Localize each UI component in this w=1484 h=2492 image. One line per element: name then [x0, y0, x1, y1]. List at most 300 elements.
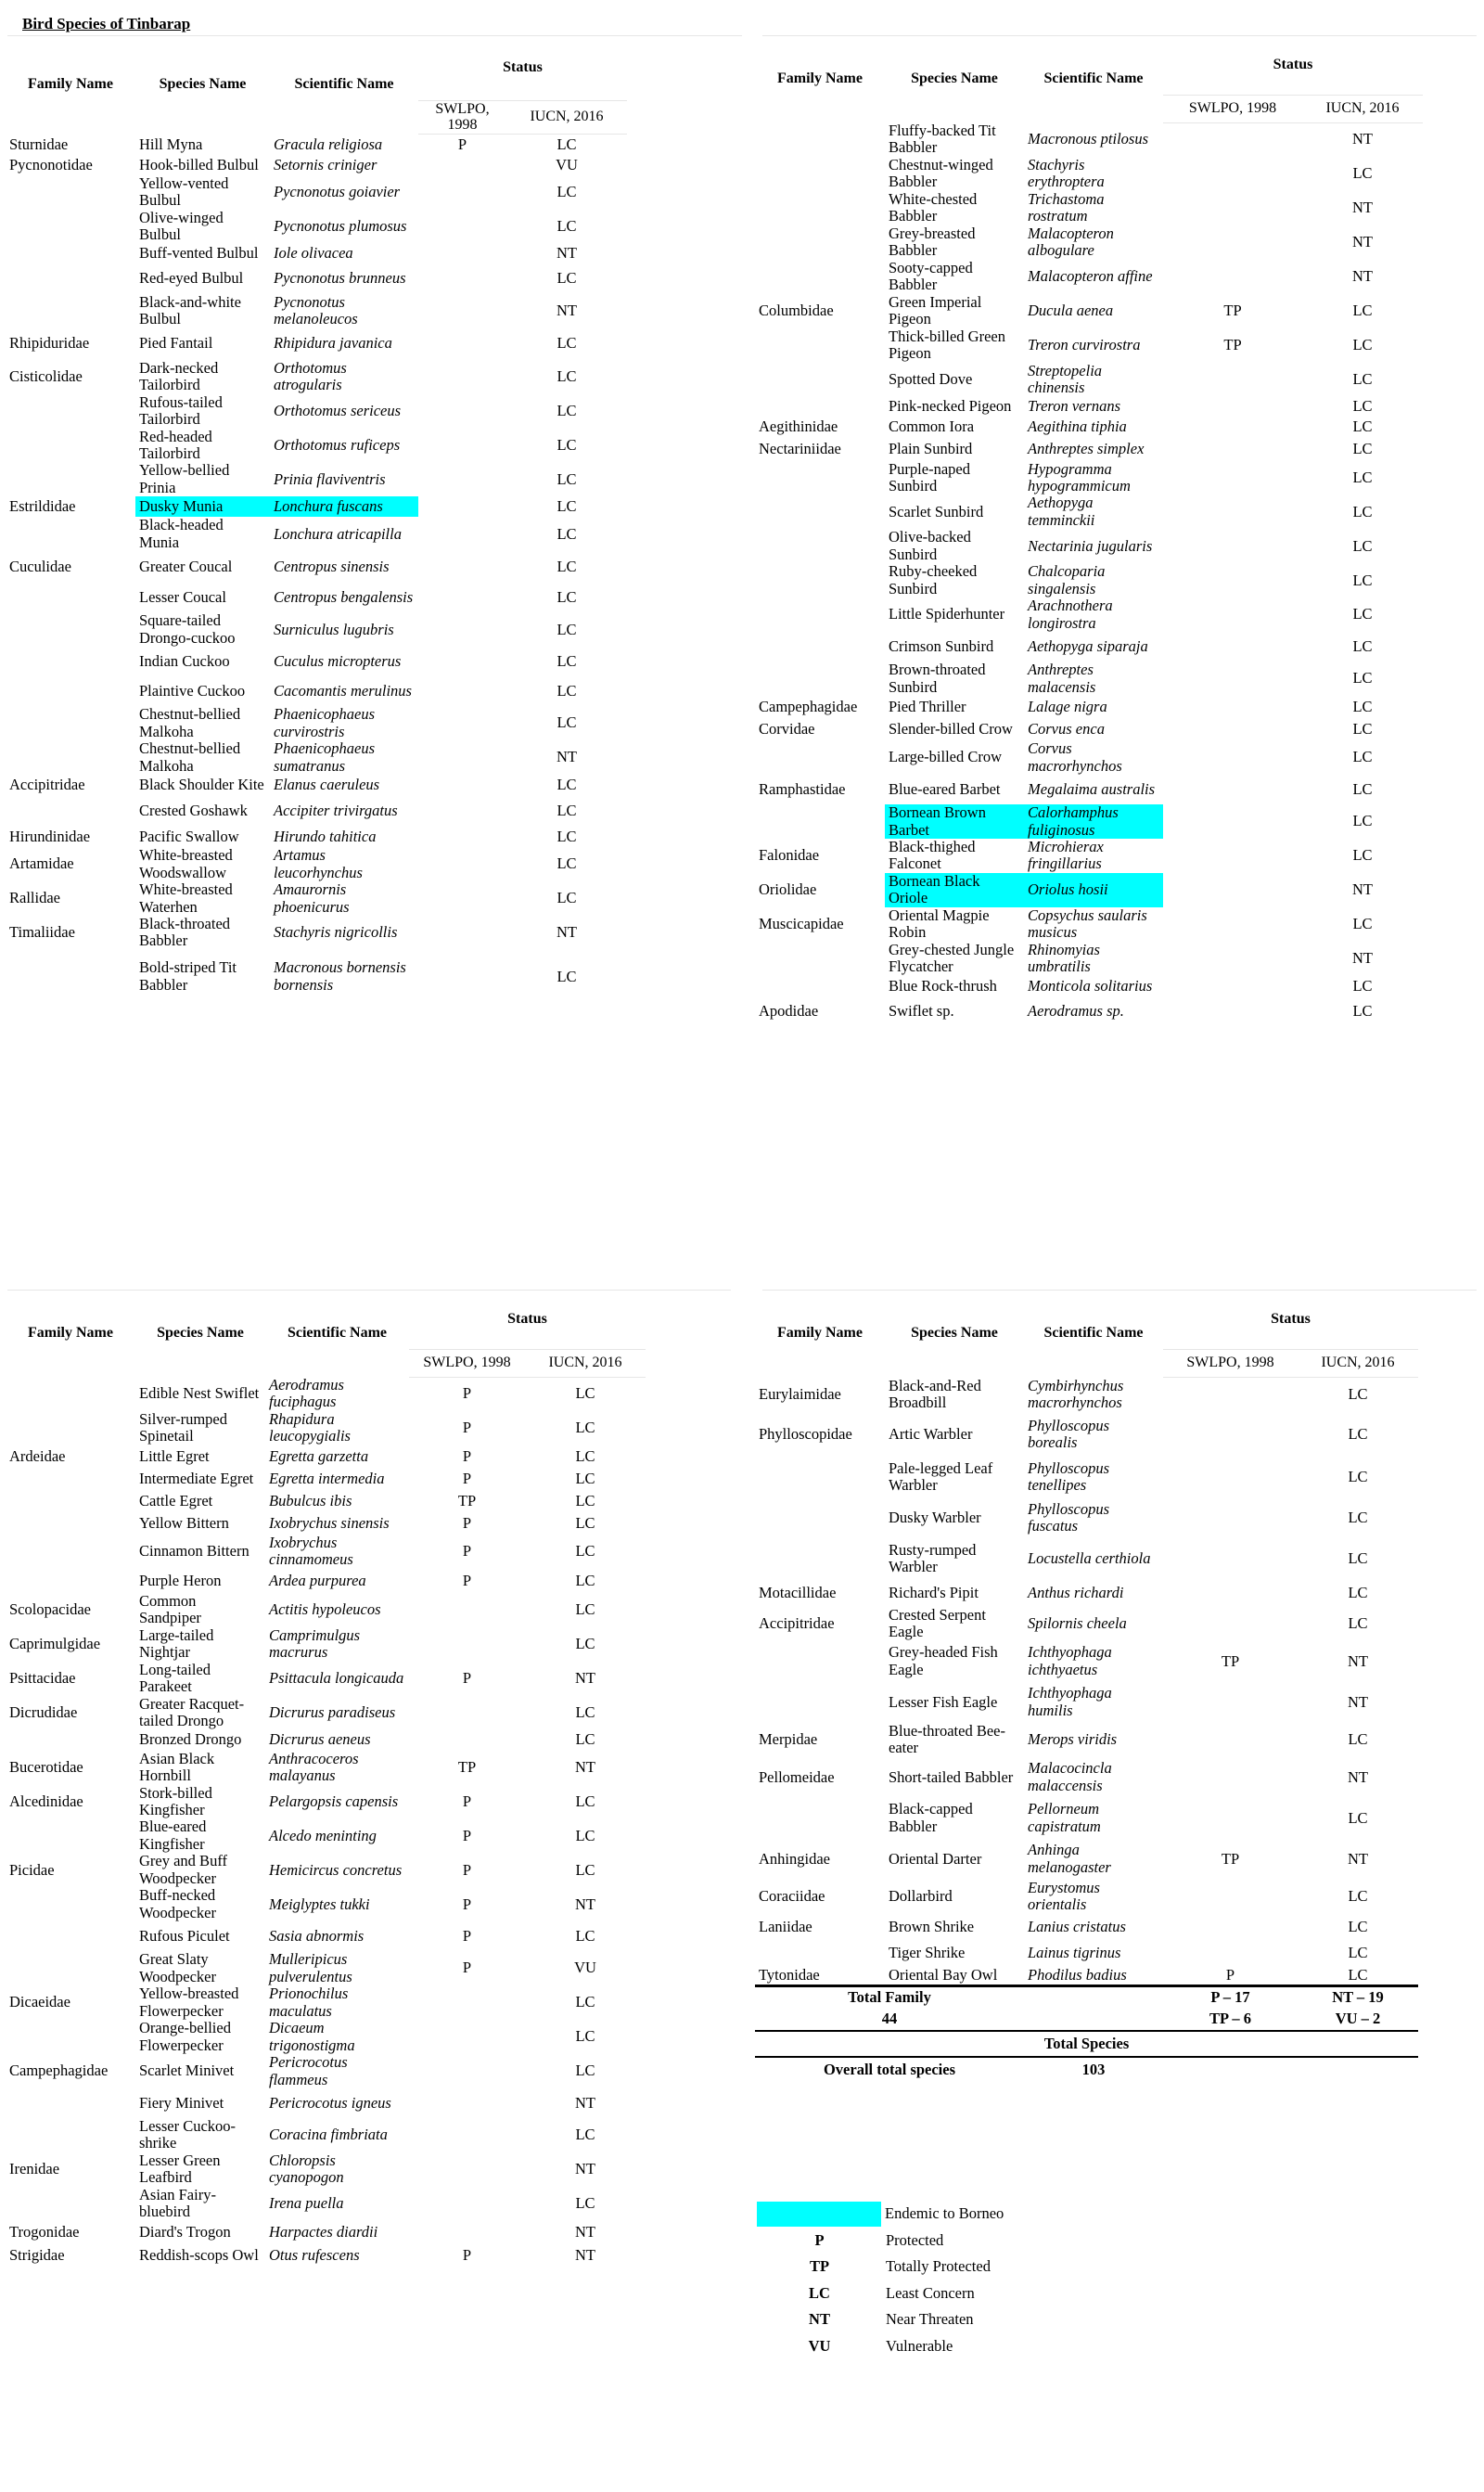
species-name-cell: Brown-throated Sunbird — [889, 661, 986, 696]
species-name-cell: Dollarbird — [889, 1887, 953, 1906]
species-name-cell: Chestnut-bellied Malkoha — [139, 739, 241, 775]
iucn-status-cell: LC — [556, 216, 577, 235]
species-name-cell: Asian Black Hornbill — [139, 1749, 215, 1785]
iucn-status-cell: LC — [575, 1446, 595, 1465]
family-name-cell: Falonidae — [759, 846, 820, 865]
iucn-status-cell: LC — [575, 2194, 595, 2213]
species-row — [6, 1377, 646, 1411]
swlpo-status-cell — [409, 2088, 525, 2118]
species-name-cell: Olive-winged Bulbul — [139, 208, 224, 244]
scientific-name-cell: Pericrocotus igneus — [269, 2093, 391, 2112]
legend-label: Totally Protected — [886, 2257, 991, 2276]
species-name-cell: Buff-necked Woodpecker — [139, 1886, 216, 1921]
species-name-cell: Purple Heron — [139, 1571, 222, 1589]
scientific-name-cell: Ichthyophaga humilis — [1028, 1684, 1112, 1719]
family-name-cell — [6, 1730, 135, 1751]
scientific-name-cell: Pelargopsis capensis — [269, 1792, 399, 1810]
family-name-cell — [755, 662, 885, 696]
scientific-name-cell: Sasia abnormis — [269, 1927, 365, 1946]
species-row — [6, 583, 627, 612]
family-name-cell: Columbidae — [759, 301, 834, 319]
family-name-cell — [6, 1921, 135, 1951]
species-row — [755, 839, 1423, 873]
scientific-name-cell: Dicaeum trigonostigma — [269, 2019, 355, 2054]
scientific-name-cell: Oriolus hosii — [1024, 873, 1163, 907]
species-row — [755, 122, 1423, 157]
species-name-header: Species Name — [159, 76, 247, 93]
iucn-header: IUCN, 2016 — [525, 1349, 646, 1377]
species-name-cell: Fluffy-backed Tit Babbler — [889, 122, 996, 157]
swlpo-status-cell: P — [462, 1895, 472, 1913]
species-name-cell: Black-headed Munia — [139, 516, 224, 551]
family-name-cell — [6, 1490, 135, 1512]
species-name-cell: Lesser Green Leafbird — [139, 2151, 221, 2187]
species-name-cell: Grey and Buff Woodpecker — [139, 1852, 228, 1887]
iucn-status-cell: LC — [1352, 1001, 1373, 1020]
total-species-label: Total Species — [755, 2031, 1418, 2057]
species-row — [6, 1853, 646, 1887]
species-row — [755, 1457, 1418, 1497]
family-name-cell — [755, 1940, 885, 1966]
scientific-name-cell: Amaurornis phoenicurus — [274, 880, 350, 916]
species-row — [6, 210, 627, 244]
scientific-name-cell: Anthracoceros malayanus — [269, 1749, 359, 1785]
iucn-status-cell: LC — [1348, 1467, 1368, 1485]
species-row — [6, 360, 627, 394]
scientific-name-cell: Ichthyophaga ichthyaetus — [1028, 1643, 1112, 1678]
family-name-cell — [755, 1538, 885, 1579]
swlpo-status-cell — [1163, 417, 1302, 439]
scientific-name-cell: Monticola solitarius — [1028, 976, 1153, 995]
scientific-name-cell: Anthreptes malacensis — [1028, 661, 1096, 696]
iucn-status-cell: LC — [1348, 1917, 1368, 1935]
scientific-name-cell: Centropus sinensis — [274, 558, 390, 576]
scientific-name-header: Scientific Name — [294, 76, 394, 93]
swlpo-header: SWLPO, 1998 — [1163, 1349, 1298, 1377]
species-name-cell: Black-throated Babbler — [139, 915, 231, 950]
species-name-cell: Grey-headed Fish Eagle — [889, 1643, 998, 1678]
family-name-cell — [6, 210, 135, 244]
species-name-cell: Yellow Bittern — [139, 1513, 229, 1532]
scientific-name-cell: Prionochilus maculatus — [269, 1985, 349, 2020]
species-row — [6, 1662, 646, 1696]
scientific-name-cell: Ixobrychus sinensis — [269, 1513, 390, 1532]
swlpo-status-cell — [418, 394, 506, 429]
species-name-cell: Swiflet sp. — [889, 1001, 954, 1020]
scientific-name-cell: Lalage nigra — [1028, 697, 1107, 715]
species-name-cell: Purple-naped Sunbird — [889, 459, 970, 495]
scientific-name-cell: Phylloscopus tenellipes — [1028, 1458, 1109, 1494]
swlpo-status-cell — [1163, 260, 1302, 294]
swlpo-status-cell — [418, 612, 506, 647]
family-name-cell: Sturnidae — [9, 135, 69, 153]
species-row — [755, 439, 1423, 461]
swlpo-status-cell — [418, 294, 506, 328]
swlpo-status-cell: P — [462, 1542, 472, 1561]
iucn-status-cell: LC — [1352, 669, 1373, 687]
species-name-cell: Little Spiderhunter — [889, 605, 1005, 623]
family-name-cell: Irenidae — [9, 2160, 60, 2178]
family-name-cell — [6, 394, 135, 429]
iucn-status-cell: LC — [556, 135, 577, 153]
species-name-cell: Edible Nest Swiflet — [139, 1384, 260, 1403]
species-name-cell: Large-tailed Nightjar — [139, 1625, 214, 1662]
panel-top-rule — [762, 35, 1477, 36]
legend-label: Least Concern — [886, 2283, 975, 2302]
overall-total-value: 103 — [1081, 2061, 1106, 2079]
species-row — [6, 647, 627, 676]
scientific-name-cell: Pycnonotus melanoleucos — [274, 292, 358, 328]
swlpo-status-cell — [418, 210, 506, 244]
iucn-status-cell: NT — [1352, 130, 1373, 148]
iucn-status-cell: LC — [556, 652, 577, 671]
scientific-name-cell: Lainus tigrinus — [1028, 1943, 1121, 1961]
swlpo-status-cell — [418, 429, 506, 463]
swlpo-status-cell: P — [462, 1927, 472, 1946]
species-row — [755, 1377, 1418, 1412]
swlpo-status-cell — [1163, 976, 1302, 996]
iucn-status-cell: NT — [575, 2245, 595, 2264]
scientific-name-cell: Treron vernans — [1028, 396, 1121, 415]
family-name-cell — [6, 264, 135, 294]
species-row — [6, 847, 627, 881]
family-name-cell — [755, 397, 885, 417]
species-name-cell: Cattle Egret — [139, 1491, 213, 1509]
species-name-cell: Red-headed Tailorbird — [139, 427, 212, 462]
species-row — [6, 1411, 646, 1445]
scientific-name-cell: Phylloscopus fuscatus — [1028, 1499, 1109, 1535]
family-name-cell — [755, 1497, 885, 1538]
scientific-name-cell: Phaenicophaeus curvirostris — [274, 705, 376, 740]
swlpo-status-cell — [1163, 461, 1302, 495]
iucn-status-cell: LC — [556, 588, 577, 607]
species-row — [6, 916, 627, 950]
scientific-name-cell: Egretta garzetta — [269, 1446, 369, 1465]
scientific-name-cell: Treron curvirostra — [1028, 335, 1141, 353]
swlpo-status-cell: TP — [457, 1491, 477, 1509]
species-row — [6, 706, 627, 740]
scientific-name-cell: Mulleripicus pulverulentus — [269, 1950, 352, 1985]
family-name-cell: Artamidae — [9, 854, 74, 873]
status-header: Status — [1273, 56, 1313, 72]
swlpo-status-cell — [409, 1696, 525, 1730]
family-name-cell — [6, 706, 135, 740]
species-row — [6, 1445, 646, 1468]
swlpo-status-cell — [418, 795, 506, 827]
family-name-cell — [755, 191, 885, 225]
species-row — [6, 517, 627, 551]
overall-total-label: Overall total species — [823, 2061, 956, 2079]
species-row — [755, 225, 1423, 260]
vulnerable-count: VU – 2 — [1335, 2010, 1381, 2028]
swlpo-status-cell: P — [462, 1446, 472, 1465]
family-name-cell — [755, 632, 885, 662]
scientific-name-cell: Hirundo tahitica — [274, 827, 377, 845]
swlpo-status-cell — [1163, 740, 1302, 775]
scientific-name-cell: Anthreptes simplex — [1028, 440, 1145, 458]
scientific-name-cell: Phylloscopus borealis — [1028, 1416, 1109, 1451]
swlpo-status-cell — [1163, 1880, 1298, 1914]
scientific-name-cell: Elanus caeruleus — [274, 775, 380, 793]
iucn-status-cell: LC — [556, 334, 577, 353]
family-name-cell — [6, 1569, 135, 1593]
species-row — [755, 417, 1423, 439]
iucn-status-cell: LC — [556, 401, 577, 419]
swlpo-status-cell — [1163, 996, 1302, 1026]
swlpo-status-cell — [1163, 1377, 1298, 1412]
family-name-cell — [6, 1468, 135, 1490]
swlpo-status-cell — [418, 847, 506, 881]
iucn-status-cell: NT — [575, 2160, 595, 2178]
species-row — [755, 157, 1423, 191]
iucn-status-cell: LC — [1352, 164, 1373, 183]
species-name-header: Species Name — [911, 71, 998, 87]
status-header: Status — [503, 58, 543, 75]
family-name-cell: Oriolidae — [759, 880, 817, 899]
species-row — [6, 244, 627, 264]
swlpo-status-cell — [1163, 1607, 1298, 1641]
species-table — [6, 1290, 646, 2267]
status-header: Status — [507, 1310, 547, 1327]
species-row — [755, 1940, 1418, 1966]
scientific-name-cell: Lonchura fuscans — [270, 496, 418, 517]
scientific-name-cell: Aerodramus fuciphagus — [269, 1376, 344, 1411]
scientific-name-cell: Egretta intermedia — [269, 1469, 385, 1487]
scientific-name-cell: Dicrurus aeneus — [269, 1730, 371, 1749]
legend-label: Vulnerable — [886, 2336, 953, 2355]
iucn-status-cell: LC — [575, 1384, 595, 1403]
scientific-name-cell: Nectarinia jugularis — [1028, 536, 1153, 555]
family-name-cell — [6, 1377, 135, 1411]
scientific-name-cell: Camprimulgus macrurus — [269, 1625, 361, 1662]
iucn-status-cell: NT — [1352, 233, 1373, 251]
iucn-status-cell: LC — [575, 1860, 595, 1879]
family-name-cell: Strigidae — [9, 2245, 65, 2264]
iucn-header: IUCN, 2016 — [506, 100, 627, 135]
family-name-cell — [755, 597, 885, 632]
family-name-cell: Cisticolidae — [9, 366, 83, 385]
total-family-row — [755, 1986, 1418, 2009]
scientific-name-cell: Lonchura atricapilla — [274, 524, 402, 543]
species-row — [6, 2020, 646, 2054]
swlpo-status-cell — [1163, 839, 1302, 873]
iucn-status-cell: LC — [1348, 1887, 1368, 1906]
species-name-cell: Lesser Coucal — [139, 588, 226, 607]
scientific-name-cell: Accipiter trivirgatus — [274, 801, 398, 819]
family-name-cell — [755, 1641, 885, 1682]
near-threatened-count: NT – 19 — [1298, 1986, 1418, 2009]
iucn-status-cell: NT — [575, 2093, 595, 2112]
iucn-status-cell: LC — [575, 1491, 595, 1509]
species-row — [6, 1751, 646, 1785]
species-row — [6, 612, 627, 647]
family-name-cell: Eurylaimidae — [759, 1384, 841, 1403]
legend-key: VU — [808, 2336, 831, 2355]
species-name-cell: Greater Racquet-tailed Drongo — [139, 1694, 245, 1730]
species-name-cell: Hill Myna — [139, 135, 203, 153]
family-name-cell: Pycnonotidae — [9, 155, 93, 173]
family-name-header: Family Name — [777, 71, 863, 87]
species-row — [6, 1730, 646, 1751]
species-row — [755, 775, 1423, 804]
legend-label: Endemic to Borneo — [885, 2204, 1004, 2223]
iucn-status-cell: NT — [575, 1668, 595, 1687]
species-name-cell: Plain Sunbird — [889, 440, 973, 458]
species-name-cell: Asian Fairy-bluebird — [139, 2185, 216, 2221]
panel-top-rule — [7, 35, 742, 36]
swlpo-status-cell — [1163, 1723, 1298, 1757]
scientific-name-header: Scientific Name — [287, 1325, 388, 1342]
swlpo-status-cell: TP — [1221, 1651, 1240, 1670]
iucn-status-cell: VU — [574, 1959, 596, 1977]
swlpo-status-cell — [1163, 529, 1302, 563]
iucn-status-cell: LC — [1348, 1385, 1368, 1404]
iucn-status-cell: LC — [556, 713, 577, 732]
species-name-cell: Black-capped Babbler — [889, 1800, 973, 1835]
family-name-cell — [755, 461, 885, 495]
family-name-cell — [6, 244, 135, 264]
family-name-cell: Scolopacidae — [9, 1600, 91, 1619]
species-name-cell: Oriental Bay Owl — [889, 1965, 998, 1984]
family-name-cell: Timaliidae — [9, 923, 75, 942]
species-row — [6, 2054, 646, 2088]
species-row — [6, 429, 627, 463]
family-name-cell — [755, 740, 885, 775]
swlpo-status-cell — [409, 1730, 525, 1751]
scientific-name-cell: Cuculus micropterus — [274, 652, 402, 671]
panel-top-rule — [762, 1290, 1477, 1291]
swlpo-status-cell — [418, 496, 506, 517]
iucn-status-cell: LC — [1352, 719, 1373, 738]
species-name-cell: Oriental Magpie Robin — [889, 906, 990, 942]
swlpo-status-cell — [1163, 439, 1302, 461]
species-name-cell: Rusty-rumped Warbler — [889, 1540, 977, 1575]
species-name-cell: White-breasted Woodswallow — [139, 846, 233, 881]
species-table — [755, 1290, 1418, 2083]
swlpo-status-cell — [409, 2221, 525, 2243]
scientific-name-cell: Ducula aenea — [1028, 301, 1114, 319]
species-name-cell: Black-and-white Bulbul — [139, 292, 241, 328]
species-name-cell: Crested Goshawk — [139, 801, 248, 819]
species-name-cell: Dark-necked Tailorbird — [139, 358, 219, 394]
legend-item — [757, 2333, 1004, 2360]
scientific-name-cell: Pellorneum capistratum — [1028, 1800, 1101, 1835]
species-row — [6, 1696, 646, 1730]
family-name-cell — [755, 1457, 885, 1497]
species-name-cell: Greater Coucal — [139, 558, 233, 576]
legend-key: TP — [809, 2257, 830, 2276]
species-row — [6, 1818, 646, 1853]
swlpo-status-cell — [1163, 775, 1302, 804]
swlpo-status-cell — [1163, 225, 1302, 260]
iucn-status-cell: LC — [556, 497, 577, 516]
species-row — [6, 740, 627, 775]
scientific-name-cell: Copsychus saularis musicus — [1028, 906, 1147, 942]
species-row — [6, 328, 627, 360]
scientific-name-cell: Anthus richardi — [1028, 1583, 1124, 1601]
family-name-cell: Accipitridae — [759, 1614, 835, 1633]
scientific-name-cell: Setornis criniger — [274, 155, 377, 173]
iucn-header: IUCN, 2016 — [1298, 1349, 1418, 1377]
scientific-name-header: Scientific Name — [1043, 71, 1144, 87]
iucn-status-cell: NT — [556, 923, 577, 942]
family-name-header: Family Name — [777, 1325, 863, 1342]
iucn-status-cell: LC — [575, 1469, 595, 1487]
scientific-name-cell: Iole olivacea — [274, 244, 353, 263]
species-name-cell: Oriental Darter — [889, 1849, 982, 1868]
totally-protected-count: TP – 6 — [1209, 2010, 1251, 2028]
scientific-name-cell: Artamus leucorhynchus — [274, 846, 363, 881]
scientific-name-cell: Orthotomus ruficeps — [274, 435, 401, 454]
species-row — [755, 1966, 1418, 1986]
swlpo-status-cell — [418, 827, 506, 847]
iucn-status-cell: LC — [556, 682, 577, 700]
family-name-cell: Ramphastidae — [759, 779, 846, 798]
family-name-cell — [6, 462, 135, 496]
family-name-cell: Nectariniidae — [759, 440, 841, 458]
iucn-status-cell: LC — [1352, 301, 1373, 319]
species-row — [6, 1785, 646, 1819]
scientific-name-cell: Aethopyga temminckii — [1028, 494, 1095, 529]
species-row — [6, 1593, 646, 1627]
family-name-cell — [6, 2187, 135, 2221]
species-row — [755, 976, 1423, 996]
scientific-name-cell: Pycnonotus goiavier — [274, 183, 401, 201]
family-name-cell: Campephagidae — [9, 2062, 109, 2080]
scientific-name-cell: Psittacula longicauda — [269, 1668, 404, 1687]
swlpo-status-cell — [1163, 1757, 1298, 1798]
iucn-status-cell: LC — [1348, 1548, 1368, 1567]
swlpo-status-cell — [409, 2020, 525, 2054]
protected-count: P – 17 — [1163, 1986, 1298, 2009]
swlpo-status-cell: TP — [1221, 1849, 1240, 1868]
species-row — [755, 1497, 1418, 1538]
iucn-status-cell: LC — [1352, 605, 1373, 623]
species-panel-2 — [742, 35, 1484, 1026]
iucn-status-cell: LC — [1352, 915, 1373, 933]
iucn-status-cell: NT — [1352, 949, 1373, 968]
legend-item — [757, 2254, 1004, 2280]
swlpo-status-cell — [1163, 718, 1302, 740]
species-name-cell: Bornean Brown Barbet — [885, 804, 1024, 839]
swlpo-status-cell — [1163, 1798, 1298, 1839]
species-name-cell: Richard's Pipit — [889, 1583, 979, 1601]
species-name-cell: Green Imperial Pigeon — [889, 292, 982, 328]
swlpo-status-cell — [1163, 1940, 1298, 1966]
swlpo-status-cell — [1163, 907, 1302, 942]
swlpo-status-cell: TP — [1223, 335, 1242, 353]
iucn-status-cell: NT — [556, 748, 577, 766]
species-row — [6, 676, 627, 706]
scientific-name-cell: Macronous bornensis bornensis — [274, 958, 406, 994]
family-name-cell — [6, 1887, 135, 1921]
species-row — [6, 1569, 646, 1593]
family-name-cell: Trogonidae — [9, 2222, 80, 2241]
scientific-name-cell: Harpactes diardii — [269, 2222, 378, 2241]
species-name-cell: Sooty-capped Babbler — [889, 258, 973, 294]
scientific-name-cell: Streptopelia chinensis — [1028, 361, 1103, 397]
family-name-cell — [6, 950, 135, 1004]
species-table — [755, 35, 1423, 1026]
family-name-cell: Laniidae — [759, 1917, 812, 1935]
family-name-cell: Hirundinidae — [9, 827, 91, 845]
swlpo-status-cell: P — [462, 2245, 472, 2264]
species-name-header: Species Name — [157, 1325, 244, 1342]
iucn-status-cell: LC — [1348, 1424, 1368, 1443]
scientific-name-cell: Pericrocotus flammeus — [269, 2053, 348, 2088]
family-name-cell — [6, 1818, 135, 1853]
species-row — [755, 1641, 1418, 1682]
